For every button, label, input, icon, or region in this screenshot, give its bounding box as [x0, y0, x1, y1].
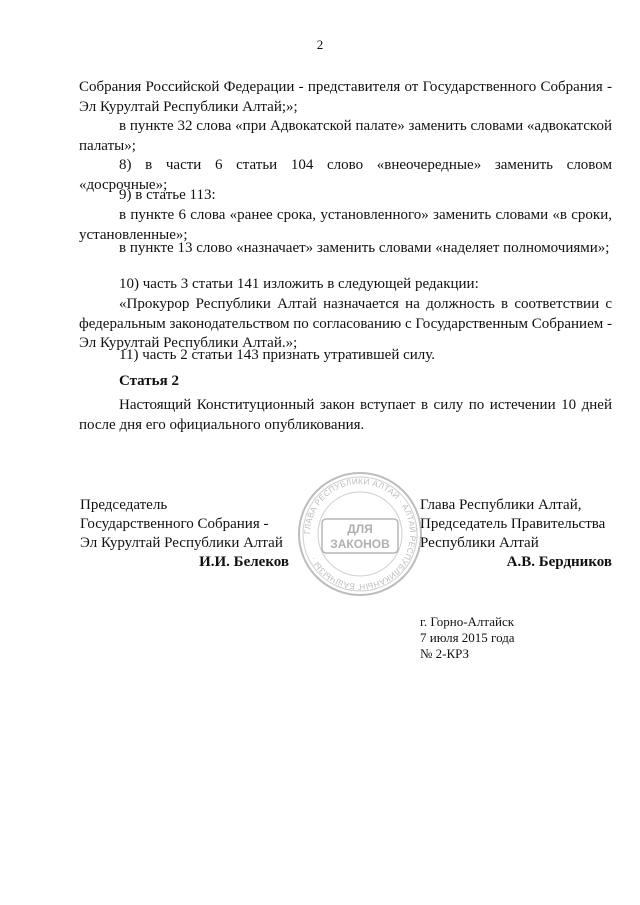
page-number: 2 — [316, 37, 324, 52]
paragraph-4: 9) в статье 113: — [119, 187, 216, 203]
paragraph-1: Собрания Российской Федерации - представителя от Государственного Собрания - Эл Курултай Республики Алтай;»; — [79, 79, 612, 115]
left-signature-name: И.И. Белеков — [199, 554, 289, 570]
paragraph-9: 11) часть 2 статьи 143 признать утратившей силу. — [119, 347, 436, 363]
paragraph-8: «Прокурор Республики Алтай назначается на должность в соответствии с федеральным законодательством по согласованию с Государственным Собранием - Эл Курултай Республики Алтай.»; — [79, 296, 612, 351]
stamp-center-top: ДЛЯ — [347, 522, 373, 536]
right-signature-line2: Председатель Правительства — [420, 516, 606, 532]
stamp-ring-text: ГЛАВА РЕСПУБЛИКИ АЛТАЙ · АЛТАЙ РЕСПУБЛИКАНЫҤ БАШЧЫЗЫ · — [302, 476, 418, 592]
paragraph-5: в пункте 6 слова «ранее срока, установленного» заменить словами «в сроки, установленные»; — [79, 207, 612, 243]
date-label: 7 июля 2015 года — [420, 630, 515, 645]
city-label: г. Горно-Алтайск — [420, 614, 515, 629]
paragraph-2: в пункте 32 слова «при Адвокатской палате» заменить словами «адвокатской палаты»; — [79, 118, 612, 154]
paragraph-7: 10) часть 3 статьи 141 изложить в следующей редакции: — [119, 276, 479, 292]
left-signature-line3: Эл Курултай Республики Алтай — [80, 535, 283, 551]
left-signature-line1: Председатель — [80, 497, 168, 513]
right-signature-line1: Глава Республики Алтай, — [420, 497, 582, 513]
document-meta — [420, 614, 515, 662]
right-signature-line3: Республики Алтай — [420, 535, 539, 551]
right-signature-name: А.В. Бердников — [506, 554, 612, 570]
law-number-label: № 2-КРЗ — [420, 646, 470, 661]
paragraph-6: в пункте 13 слово «назначает» заменить словами «наделяет полномочиями»; — [119, 240, 610, 256]
paragraph-3: 8) в части 6 статьи 104 слово «внеочередные» заменить словом «досрочные»; — [79, 157, 612, 193]
stamp-seal — [296, 470, 424, 598]
article-text: Настоящий Конституционный закон вступает в силу по истечении 10 дней после дня его официального опубликования. — [79, 397, 612, 433]
stamp-center-bottom: ЗАКОНОВ — [330, 537, 390, 551]
article-heading: Статья 2 — [119, 373, 179, 389]
left-signature-line2: Государственного Собрания - — [80, 516, 269, 532]
